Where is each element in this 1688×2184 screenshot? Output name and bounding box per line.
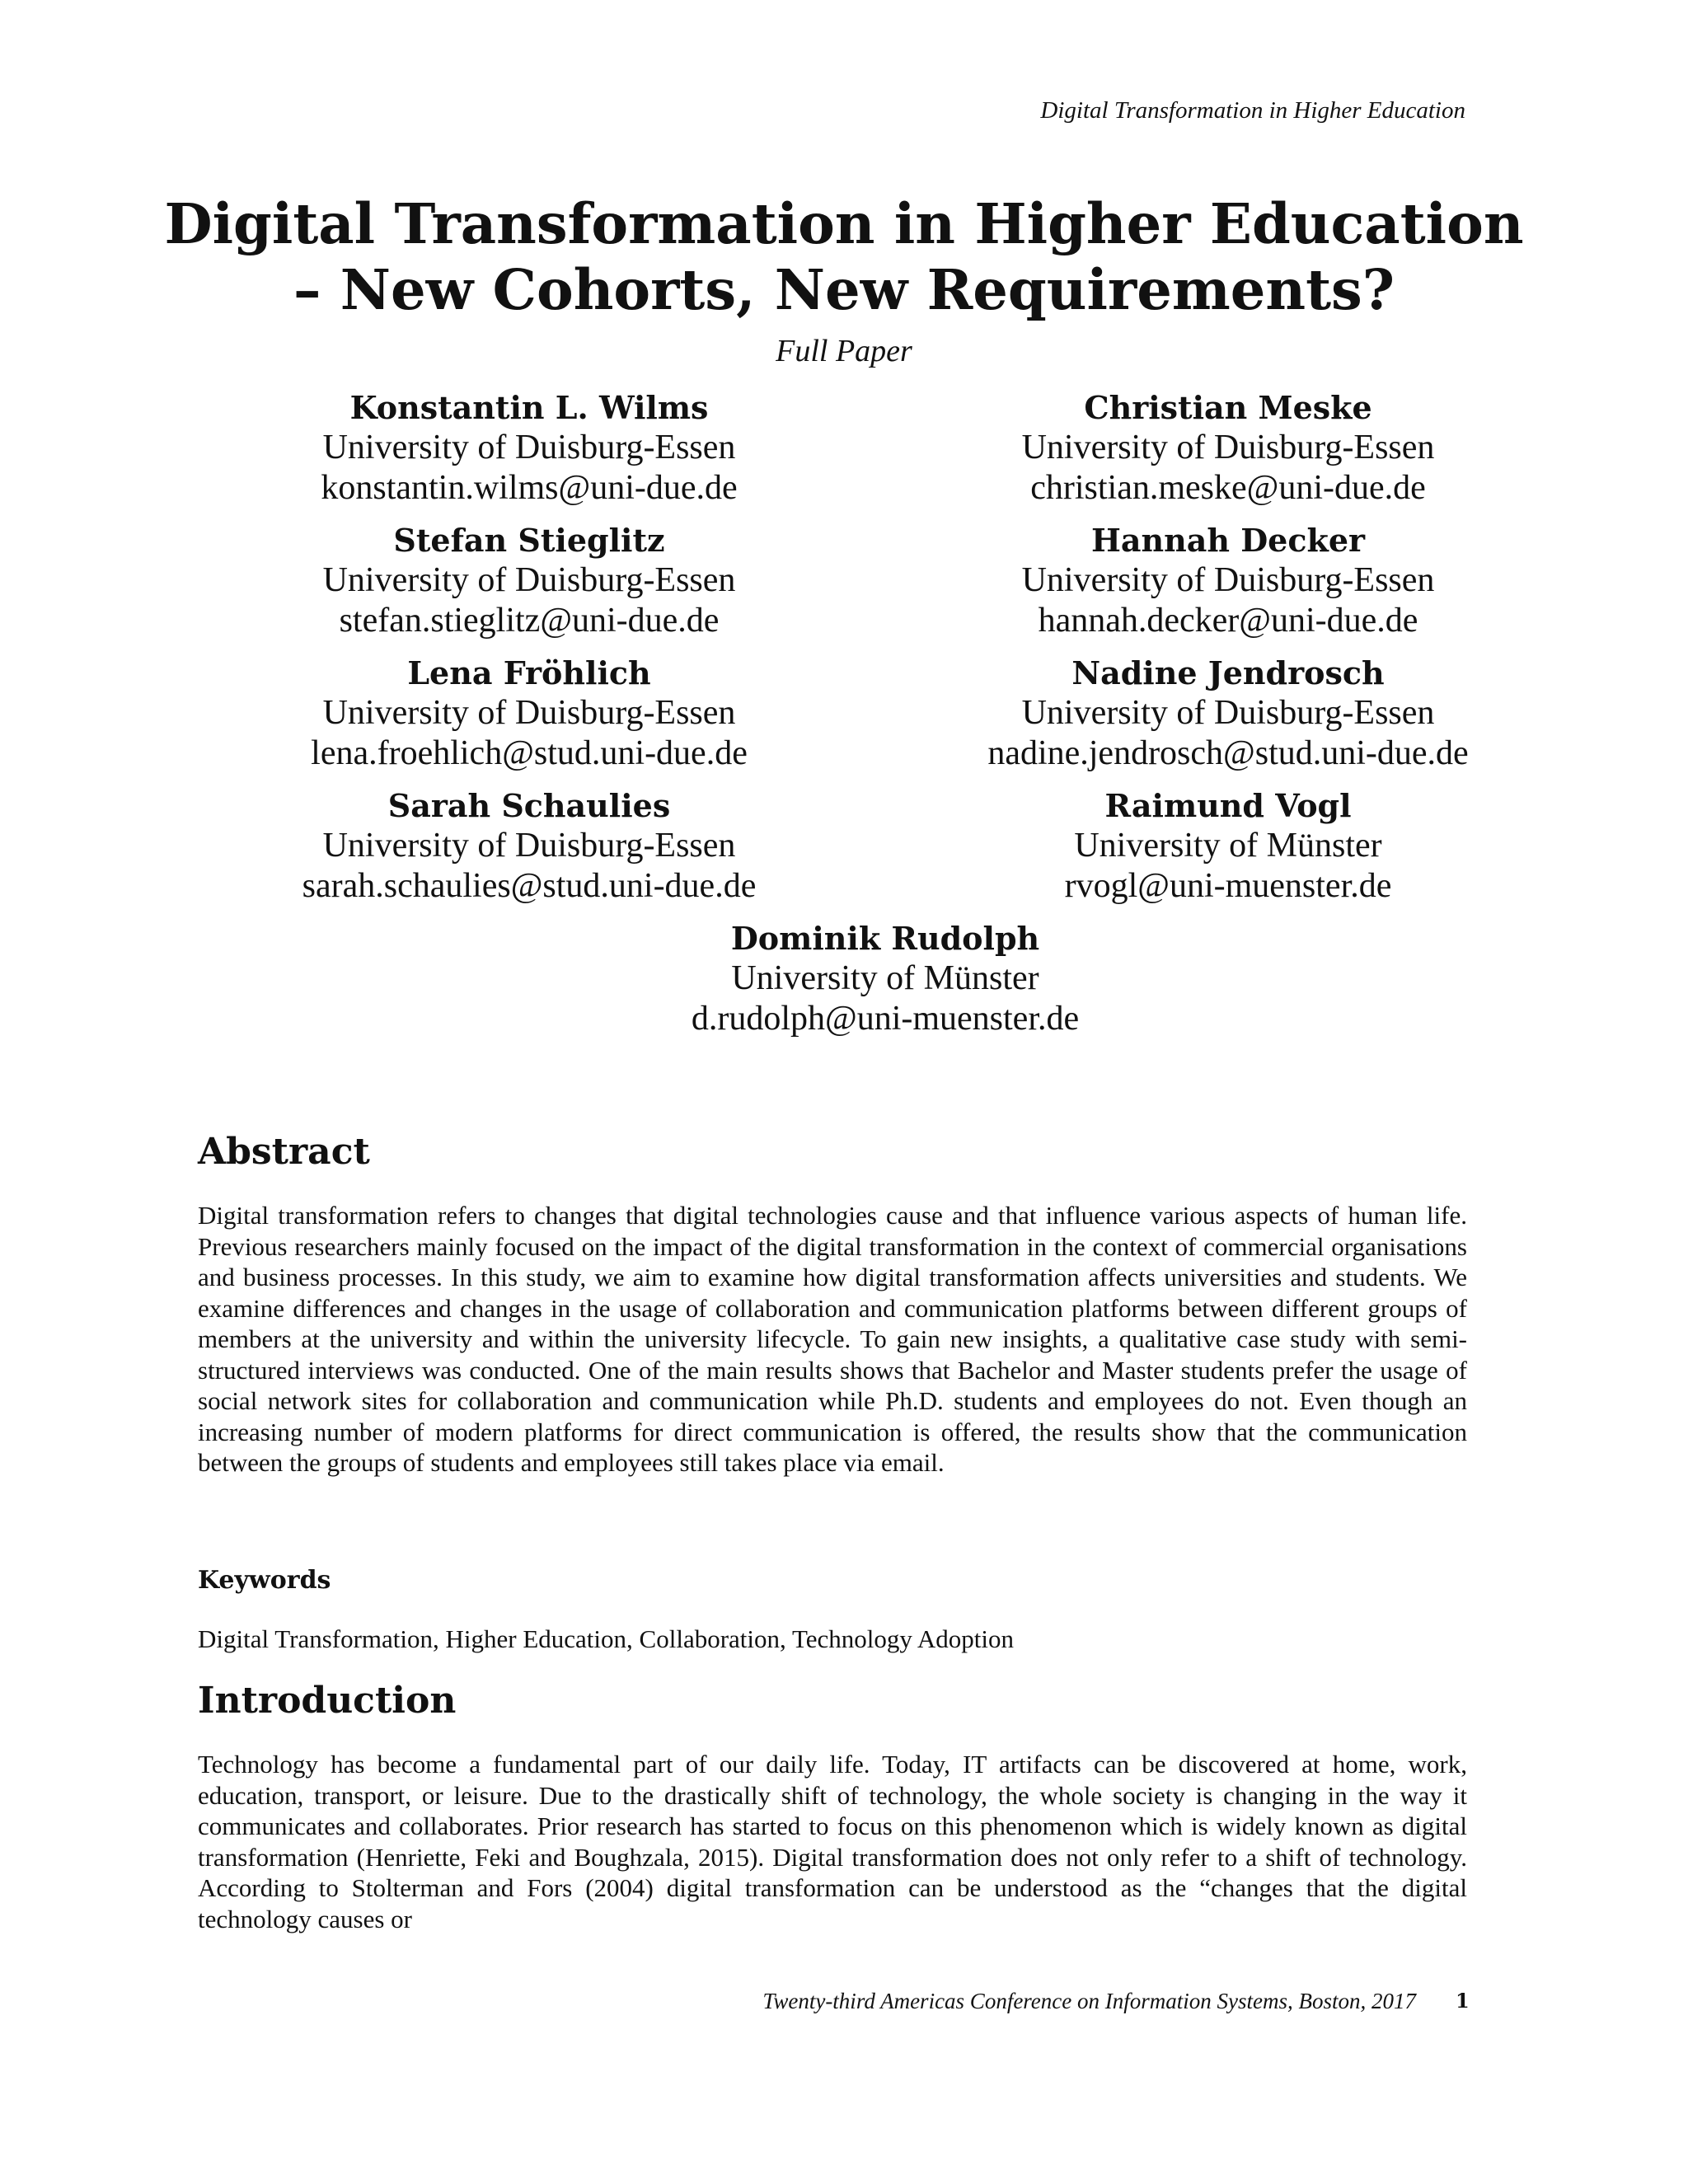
author-name: Sarah Schaulies <box>387 787 671 824</box>
page-number: 1 <box>1456 1989 1470 2013</box>
author-email[interactable]: nadine.jendrosch@stud.uni-due.de <box>987 734 1469 772</box>
paper-type: Full Paper <box>776 334 912 368</box>
introduction-text: Technology has become a fundamental part of our daily life. Today, IT artifacts can be discovered at home, work, education, transport, or leisure. Due to the drastically shift of technology, the whole society is changing in the way it communicates and collaborates. Prior research has started to focus on this phenomenon which is widely known as digital transformation (Henriette, Feki and Boughzala, 2015). Digital transformation does not only refer to a shift of technology. According to Stolterman and Fors (2004) digital transformation can be understood as the “changes that the digital technology causes or <box>198 1750 1467 1933</box>
author-block <box>857 387 1599 509</box>
author-name: Hannah Decker <box>1090 522 1366 559</box>
author-email[interactable]: stefan.stieglitz@uni-due.de <box>339 602 720 640</box>
author-affiliation: University of Duisburg-Essen <box>322 429 736 466</box>
author-block <box>857 653 1599 774</box>
author-block <box>514 918 1256 1039</box>
keywords-text: Digital Transformation, Higher Education, Collaboration, Technology Adoption <box>198 1624 1015 1653</box>
author-block <box>857 520 1599 641</box>
author-name: Raimund Vogl <box>1104 787 1352 824</box>
title-line-2: – New Cohorts, New Requirements? <box>293 257 1395 322</box>
author-block <box>158 653 900 774</box>
author-affiliation: University of Duisburg-Essen <box>322 561 736 599</box>
author-name: Nadine Jendrosch <box>1071 654 1385 691</box>
author-affiliation: University of Duisburg-Essen <box>1021 694 1435 732</box>
author-email[interactable]: sarah.schaulies@stud.uni-due.de <box>302 867 757 905</box>
author-name: Stefan Stieglitz <box>393 522 665 559</box>
author-email[interactable]: d.rudolph@uni-muenster.de <box>691 1000 1080 1038</box>
author-affiliation: University of Münster <box>1074 827 1382 865</box>
author-affiliation: University of Duisburg-Essen <box>322 694 736 732</box>
author-block <box>158 387 900 509</box>
author-affiliation: University of Duisburg-Essen <box>1021 561 1435 599</box>
author-affiliation: University of Duisburg-Essen <box>1021 429 1435 466</box>
introduction-heading: Introduction <box>198 1680 457 1722</box>
author-block <box>158 785 900 907</box>
author-name: Konstantin L. Wilms <box>349 389 709 426</box>
author-name: Christian Meske <box>1084 389 1372 426</box>
keywords-heading: Keywords <box>198 1566 331 1595</box>
author-email[interactable]: rvogl@uni-muenster.de <box>1064 867 1392 905</box>
author-name: Lena Fröhlich <box>407 654 651 691</box>
page-footer: Twenty-third Americas Conference on Information Systems, Boston, 2017 <box>762 1989 1416 2013</box>
author-email[interactable]: lena.froehlich@stud.uni-due.de <box>311 734 748 772</box>
author-email[interactable]: konstantin.wilms@uni-due.de <box>321 469 738 507</box>
author-block <box>857 785 1599 907</box>
author-affiliation: University of Duisburg-Essen <box>322 827 736 865</box>
abstract-heading: Abstract <box>198 1131 370 1173</box>
author-name: Dominik Rudolph <box>730 920 1040 957</box>
title-line-1: Digital Transformation in Higher Education <box>164 191 1524 256</box>
running-head: Digital Transformation in Higher Education <box>1040 97 1465 124</box>
author-email[interactable]: christian.meske@uni-due.de <box>1030 469 1426 507</box>
paper-title <box>0 191 1688 323</box>
author-email[interactable]: hannah.decker@uni-due.de <box>1038 602 1418 640</box>
author-affiliation: University of Münster <box>731 959 1039 997</box>
author-block <box>158 520 900 641</box>
abstract-text: Digital transformation refers to changes that digital technologies cause and that influence various aspects of human life. Previous researchers mainly focused on the impact of the digital transformation in the context of commercial organisations and business processes. In this study, we aim to examine how digital transformation affects universities and students. We examine differences and changes in the usage of collaboration and communication platforms between different groups of members at the university and within the university lifecycle. To gain new insights, a qualitative case study with semi-structured interviews was conducted. One of the main results shows that Bachelor and Master students prefer the usage of social network sites for collaboration and communication while Ph.D. students and employees do not. Even though an increasing number of modern platforms for direct communication is offered, the results show that the communication between the groups of students and employees still takes place via email. <box>198 1201 1467 1477</box>
